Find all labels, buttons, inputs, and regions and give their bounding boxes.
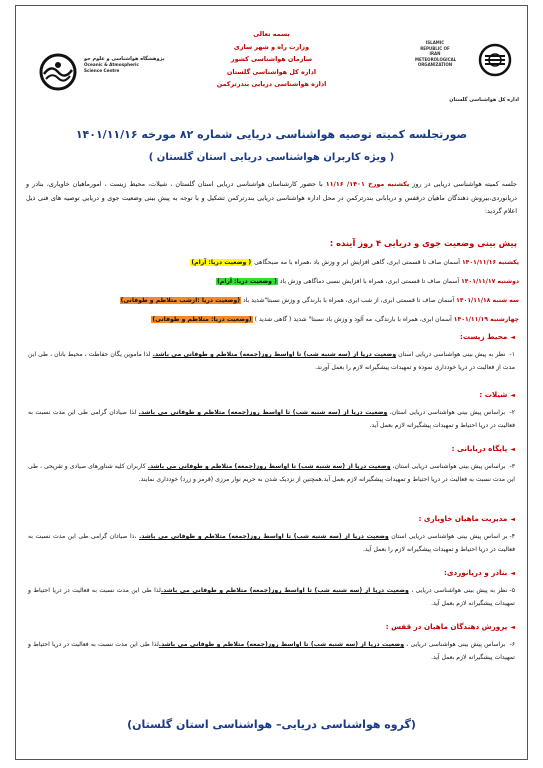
- section-item-coast-guard: ۳- براساس پیش بینی هواشناسی دریایی استان، وضعیت دریا از (سه شنبه شب) تا اواسط روز(جمعه) متلاطم و طوفانی می باشد. کاربران کلیه شناورهای صیادی و تفریحی ، طی این مدت نسبت به فعالیت در دریا احتیاط و تمهیدات پیشگیرانه لازم بعمل آید.همچنین از نزدیک شدن به حریم نوار مرزی (قرمز و زرد) خودداری نمایند.: [28, 463, 516, 484]
- sea-state-badge: ( وضعیت دریا: آرام): [191, 259, 252, 266]
- sea-state-badge: (وضعیت دریا :ازشب متلاطم و طوفانی): [120, 297, 241, 304]
- section-item-fisheries: ۲- براساس پیش بینی هواشناسی دریایی استان، وضعیت دریا از (سه شنبه شب) تا اواسط روز(جمعه) متلاطم و طوفانی می باشد. لذا صیادان گرامی طی این مدت نسبت به فعالیت در دریا احتیاط و تمهیدات پیشگیرانه لازم بعمل آید.: [28, 409, 515, 430]
- section-heading-ports: ◄بنادر و دریانوردی:: [444, 568, 515, 577]
- forecast-row: سه شنبه ۱۴۰۱/۱۱/۱۸ آسمان صاف تا قسمتی ابری، از شب ابری، همراه با بارندگی و وزش نسبتا"شدید باد (وضعیت دریا :ازشب متلاطم و طوفانی): [120, 297, 519, 304]
- irimo-logo: [399, 40, 519, 110]
- section-item-environment: ۱- نظر به پیش بینی هواشناسی دریایی استان وضعیت دریا از (سه شنبه شب) تا اواسط روز(جمعه) متلاطم و طوفانی می باشد. لذا ماموین یگان حفاظت ، محیط بانان ، طی این مدت از فعالیت در دریا خودداری نموده و تمهیدات پیشگیرانه لازم را بعمل آورند.: [28, 351, 515, 372]
- document-title: صورتجلسه کمیته توصیه هواشناسی دریایی شماره ۸۲ مورخه ۱۴۰۱/۱۱/۱۶: [75, 128, 468, 141]
- oasc-emblem-icon: [38, 52, 78, 92]
- bullet-triangle-icon: ◄: [510, 570, 515, 577]
- document-footer: (گروه هواشناسی دریایی– هواشناسی استان گلستان): [127, 718, 416, 731]
- irimo-logo-text: ISLAMIC REPUBLIC OF IRAN METEOROLOGICAL ORGANIZATION: [415, 40, 457, 67]
- bullet-triangle-icon: ◄: [510, 334, 515, 341]
- bullet-triangle-icon: ◄: [510, 624, 515, 631]
- org-line-1: بسمه تعالی: [253, 30, 290, 38]
- org-line-2: وزارت راه و شهر سازی: [233, 42, 310, 51]
- document-subtitle: ( ویژه کاربران هواشناسی دریایی استان گلستان ): [148, 152, 395, 163]
- section-heading-cage-farming: ◄پرورش دهندگان ماهیان در قفس :: [385, 622, 515, 631]
- forecast-row: دوشنبه ۱۴۰۱/۱۱/۱۷ آسمان صاف تا قسمتی ابری، همراه با افزایش نسبی دماگاهی وزش باد ( وضعیت دریا: آرام): [217, 278, 519, 285]
- irimo-caption: اداره کل هواشناسی گلستان: [449, 97, 519, 103]
- sea-state-badge: ( وضعیت دریا: آرام): [217, 278, 277, 285]
- organization-lines: [190, 28, 353, 91]
- forecast-title: پیش بینی وضعیت جوی و دریایی ۴ روز آینده :: [329, 238, 517, 248]
- section-item-cage-farming: ۶- براساس پیش بینی هواشناسی دریایی ، وضعیت دریا از (سه شنبه شب) تا اواسط روز(جمعه) متلاطم و طوفانی می باشد.لذا طی این مدت نسبت به فعالیت در دریا احتیاط و تمهیدات پیشگیرانه لازم بعمل آید.: [28, 641, 515, 662]
- sea-state-badge: (وضعیت دریا: متلاطم و طوفانی): [152, 316, 252, 323]
- document-header: [20, 14, 523, 114]
- section-heading-coast-guard: ◄پایگاه دریابانی :: [451, 444, 515, 453]
- section-heading-sturgeon: ◄مدیریت ماهیان خاویاری :: [418, 514, 515, 523]
- forecast-row: یکشنبه ۱۴۰۱/۱۱/۱۶ آسمان صاف تا قسمتی ابری، گاهی افزایش ابر و وزش باد ،همراه با مه صبحگاهی ( وضعیت دریا: آرام): [191, 259, 519, 266]
- bullet-triangle-icon: ◄: [510, 516, 515, 523]
- section-heading-environment: ◄محیط زیست:: [459, 332, 515, 341]
- meeting-date: یکشنبه مورخ ۱۴۰۱/ ۱۱/۱۶: [325, 180, 410, 188]
- oasc-logo: [38, 52, 168, 96]
- intro-paragraph: جلسه کمیته هواشناسی دریایی در روز یکشنبه مورخ ۱۴۰۱/ ۱۱/۱۶ با حضور کارشناسان هواشناسی دریایی استان گلستان ، شیلات، محیط زیست ، امورماهیان خاویاری، بنادر و دریانوردی،بیروش دهندگان ماهیان درقفس و دریابانی بندرترکمن در محل اداره هواشناسی دریایی بندرترکمن تشکیل و با توجه به پیش بینی وضعیت جوی و دریایی توصیه های فنی ذیل اعلام گردید:: [26, 180, 517, 215]
- forecast-row: چهارشنبه ۱۴۰۱/۱۱/۱۹ آسمان ابری، همراه با بارندگی، مه آلود و وزش باد نسبتا" شدید ( گاهی شدید ) (وضعیت دریا: متلاطم و طوفانی): [152, 316, 519, 323]
- org-line-3: سازمان هواشناسی کشور: [230, 55, 313, 63]
- oasc-logo-text: پژوهشگاه هواشناسی و علوم جو Oceanic & Atmospheric Science Centre: [84, 56, 165, 73]
- bullet-triangle-icon: ◄: [510, 446, 515, 453]
- section-item-sturgeon: ۴-بر اساس پیش بینی هواشناسی دریایی استان وضعیت دریا از (سه شنبه شب) تا اواسط روز(جمعه) متلاطم و طوفانی می باشد. ،ذا صیادان گرامی طی این مدت نسبت به فعالیت در دریا احتیاط و تمهیدات پیشگیرانه لازم را بعمل آید.: [28, 533, 516, 554]
- org-line-4: اداره کل هواشناسی گلستان: [226, 67, 317, 76]
- bullet-triangle-icon: ◄: [510, 392, 515, 399]
- org-line-5: اداره هواشناسی دریایی بندرترکمن: [216, 80, 327, 88]
- section-item-ports: ۵-نظر به پیش بینی هواشناسی دریایی ، وضعیت دریا از (سه شنبه شب) تا اواسط روز(جمعه) متلاطم و طوفانی می باشد.لذا طی این مدت نسبت به فعالیت در دریا احتیاط و تمهیدات پیشگیرانه لازم بعمل آید.: [28, 587, 515, 608]
- irimo-emblem-icon: [477, 42, 513, 78]
- section-heading-fisheries: ◄شیلات :: [479, 390, 515, 399]
